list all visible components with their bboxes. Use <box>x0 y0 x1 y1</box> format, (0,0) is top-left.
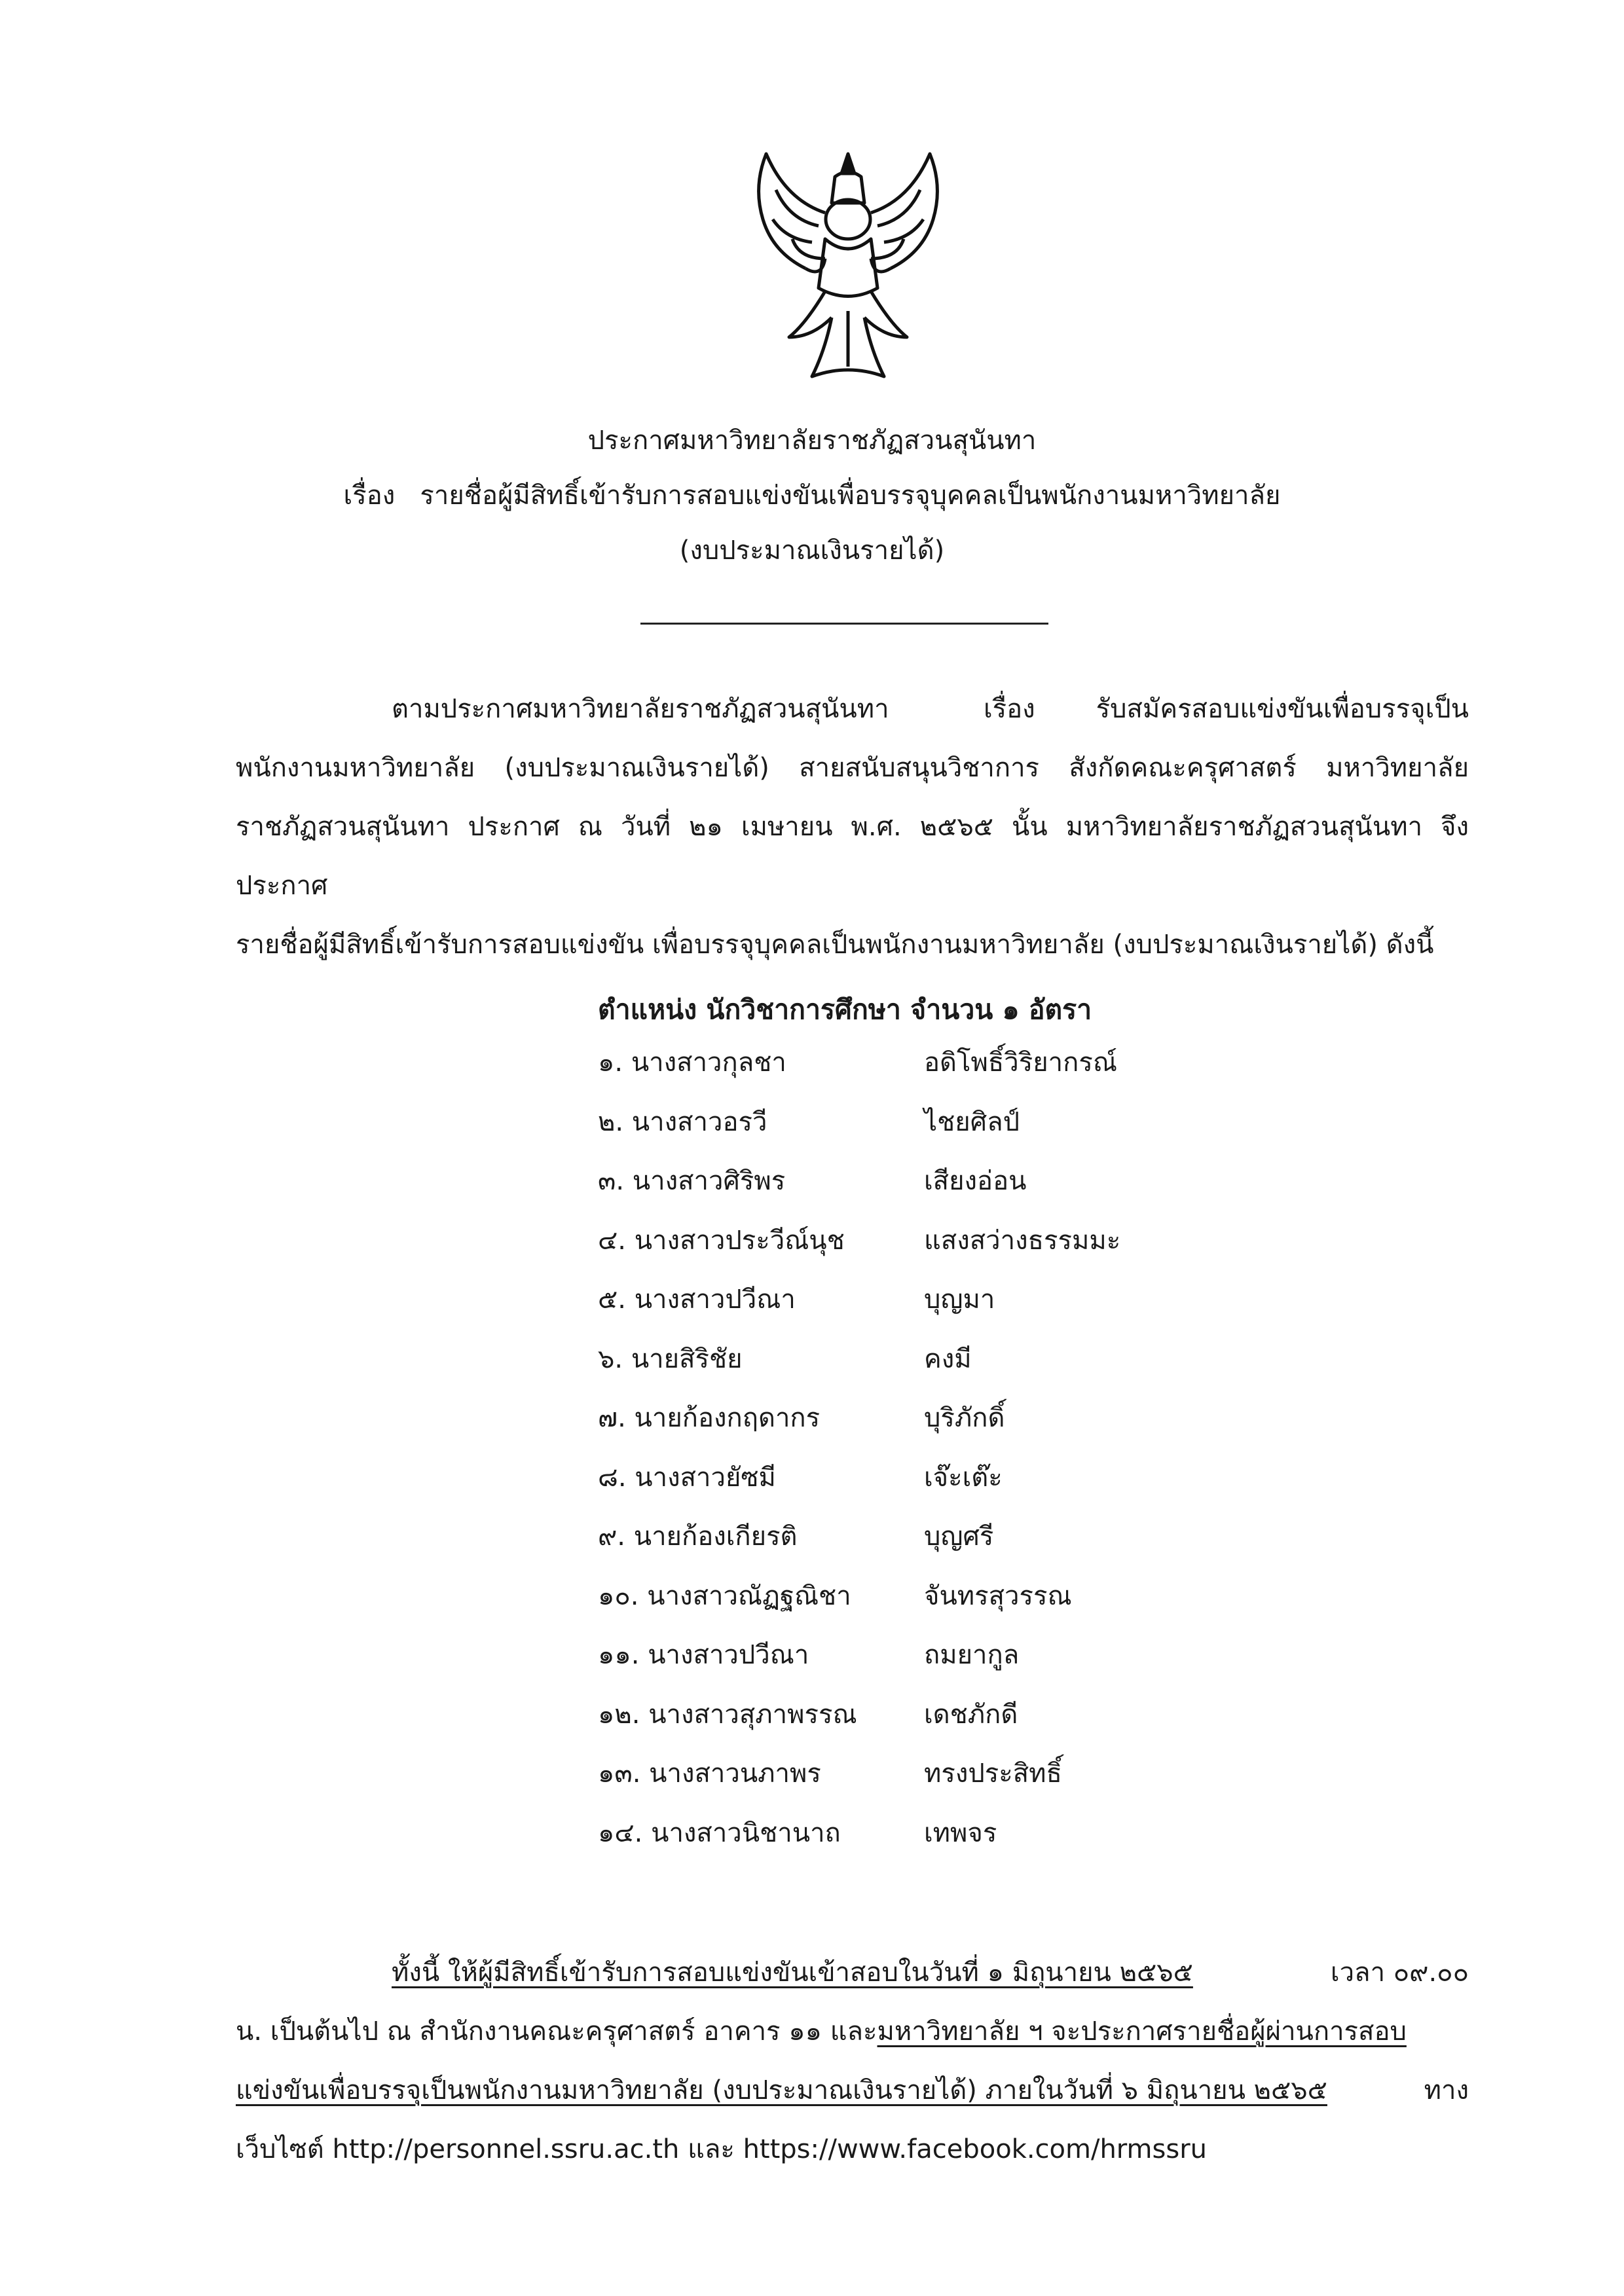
candidate-last-name: อดิโพธิ์วิริยากรณ์ <box>924 1048 1117 1078</box>
candidate-first-name: ๑๑. นางสาวปวีณา <box>598 1640 809 1670</box>
subject-label: เรื่อง <box>343 481 396 511</box>
closing-line-2-plain: น. เป็นต้นไป ณ สำนักงานคณะครุศาสตร์ อาคาร ๑๑ และ <box>236 2016 877 2047</box>
intro-line-1 <box>236 680 1469 738</box>
candidate-first-name: ๓. นางสาวศิริพร <box>598 1166 786 1196</box>
candidate-last-name: บุญมา <box>924 1285 995 1315</box>
candidate-first-name: ๒. นางสาวอรวี <box>598 1106 767 1137</box>
candidate-first-name: ๑๐. นางสาวณัฏฐณิชา <box>598 1580 851 1611</box>
candidate-first-name: ๑๔. นางสาวนิชานาถ <box>598 1817 841 1848</box>
candidate-last-name: เจ๊ะเต๊ะ <box>924 1462 1003 1493</box>
closing-line-4: เว็บไซต์ http://personnel.ssru.ac.th และ https://www.facebook.com/hrmssru <box>236 2134 1207 2164</box>
closing-line-3-rest: ทาง <box>1424 2075 1469 2105</box>
closing-line-3-underlined: แข่งขันเพื่อบรรจุเป็นพนักงานมหาวิทยาลัย (งบประมาณเงินรายได้) ภายในวันที่ ๖ มิถุนายน ๒๕๖๕ <box>236 2075 1327 2105</box>
candidate-first-name: ๙. นายก้องเกียรติ <box>598 1522 798 1552</box>
intro-line-5: รายชื่อผู้มีสิทธิ์เข้ารับการสอบแข่งขัน เพื่อบรรจุบุคคลเป็นพนักงานมหาวิทยาลัย (งบประมาณเงินรายได้) ดังนี้ <box>236 930 1434 960</box>
intro-line-1a: ตามประกาศมหาวิทยาลัยราชภัฏสวนสุนันทา <box>392 694 889 724</box>
candidate-first-name: ๔. นางสาวประวีณ์นุช <box>598 1225 845 1256</box>
intro-line-4: ประกาศ <box>236 871 328 901</box>
intro-paragraph <box>236 680 1469 974</box>
closing-line-1 <box>236 1943 1469 2002</box>
candidate-last-name: ถมยากูล <box>924 1640 1020 1670</box>
budget-note: (งบประมาณเงินรายได้) <box>679 536 945 566</box>
candidate-last-name: แสงสว่างธรรมมะ <box>924 1225 1121 1256</box>
candidate-last-name: ทรงประสิทธิ์ <box>924 1758 1062 1789</box>
candidate-first-name: ๗. นายก้องกฤดากร <box>598 1403 821 1433</box>
closing-line-1-rest: เวลา ๐๙.๐๐ <box>1330 1958 1469 1988</box>
closing-line-2 <box>236 2002 1469 2061</box>
closing-line-2-underlined: มหาวิทยาลัย ฯ จะประกาศรายชื่อผู้ผ่านการสอบ <box>877 2016 1407 2047</box>
candidate-last-name: จันทรสุวรรณ <box>924 1580 1072 1611</box>
intro-line-3: ราชภัฏสวนสุนันทา ประกาศ ณ วันที่ ๒๑ เมษายน พ.ศ. ๒๕๖๕ นั้น มหาวิทยาลัยราชภัฏสวนสุนันทา จึง <box>236 812 1469 842</box>
candidate-last-name: ไชยศิลป์ <box>924 1106 1020 1137</box>
announcement-subject <box>0 474 1624 516</box>
candidate-first-name: ๘. นางสาวยัซมี <box>598 1462 776 1493</box>
closing-line-3 <box>236 2061 1469 2120</box>
intro-line-1b: เรื่อง <box>984 694 1035 724</box>
closing-line-1-underlined: ทั้งนี้ ให้ผู้มีสิทธิ์เข้ารับการสอบแข่งขันเข้าสอบในวันที่ ๑ มิถุนายน ๒๕๖๕ <box>392 1958 1193 1988</box>
intro-line-2: พนักงานมหาวิทยาลัย (งบประมาณเงินรายได้) สายสนับสนุนวิชาการ สังกัดคณะครุศาสตร์ มหาวิทยาลัย <box>236 753 1469 783</box>
candidate-last-name: เทพจร <box>924 1817 997 1848</box>
candidate-first-name: ๕. นางสาวปวีณา <box>598 1285 796 1315</box>
announcement-title: ประกาศมหาวิทยาลัยราชภัฏสวนสุนันทา <box>587 426 1037 456</box>
candidate-last-name: เดชภักดี <box>924 1699 1018 1730</box>
closing-paragraph <box>236 1943 1469 2179</box>
candidate-first-name: ๑๓. นางสาวนภาพร <box>598 1758 821 1789</box>
title-divider <box>640 623 1048 625</box>
intro-line-1c: รับสมัครสอบแข่งขันเพื่อบรรจุเป็น <box>1096 694 1469 724</box>
position-heading: ตำแหน่ง นักวิชาการศึกษา จำนวน ๑ อัตรา <box>598 994 1092 1025</box>
candidate-first-name: ๑๒. นางสาวสุภาพรรณ <box>598 1699 857 1730</box>
candidate-last-name: เสียงอ่อน <box>924 1166 1027 1196</box>
candidate-last-name: บุญศรี <box>924 1522 994 1552</box>
candidate-last-name: คงมี <box>924 1343 972 1374</box>
garuda-emblem-icon <box>727 128 969 390</box>
candidate-first-name: ๑. นางสาวกุลชา <box>598 1048 786 1078</box>
candidate-last-name: บุริภักดิ์ <box>924 1403 1005 1433</box>
candidate-first-name: ๖. นายสิริชัย <box>598 1343 743 1374</box>
subject-text: รายชื่อผู้มีสิทธิ์เข้ารับการสอบแข่งขันเพื่อบรรจุบุคคลเป็นพนักงานมหาวิทยาลัย <box>420 481 1281 511</box>
